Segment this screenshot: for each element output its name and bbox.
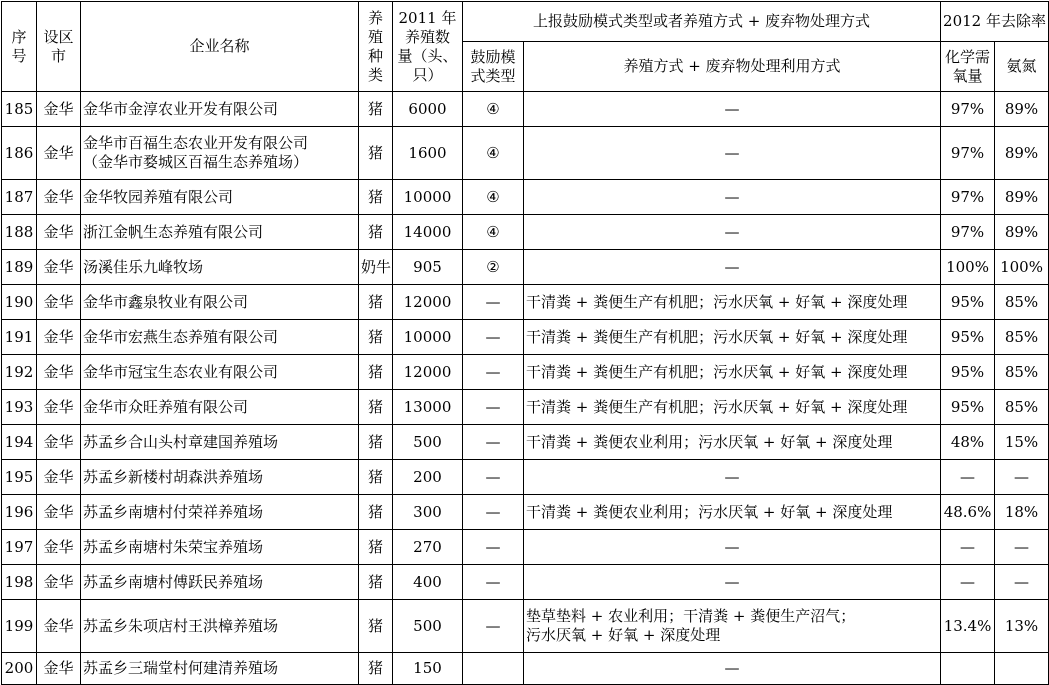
row-ammonia: 100% — [995, 250, 1049, 285]
row-cod: 97% — [941, 215, 995, 250]
row-count: 12000 — [393, 355, 463, 390]
row-cod — [941, 653, 995, 685]
row-mode: — — [463, 530, 524, 565]
row-method: 垫草垫料 + 农业利用；干清粪 + 粪便生产沼气； 污水厌氧 + 好氧 + 深度处理 — [524, 600, 941, 653]
row-species: 猪 — [359, 600, 393, 653]
row-method: — — [524, 250, 941, 285]
row-no: 194 — [2, 425, 37, 460]
row-method: 干清粪 + 粪便农业利用；污水厌氧 + 好氧 + 深度处理 — [524, 425, 941, 460]
row-no: 200 — [2, 653, 37, 685]
header-row-1 — [2, 2, 1049, 42]
row-species: 猪 — [359, 425, 393, 460]
row-no: 190 — [2, 285, 37, 320]
row-count: 905 — [393, 250, 463, 285]
row-ammonia: 89% — [995, 180, 1049, 215]
row-company: 苏孟乡新楼村胡森洪养殖场 — [81, 460, 359, 495]
row-method: — — [524, 530, 941, 565]
row-company: 苏孟乡朱项店村王洪樟养殖场 — [81, 600, 359, 653]
table-row — [2, 460, 1049, 495]
row-no: 193 — [2, 390, 37, 425]
row-method: — — [524, 92, 941, 127]
row-company: 苏孟乡合山头村章建国养殖场 — [81, 425, 359, 460]
row-cod: 97% — [941, 127, 995, 180]
header-cod: 化学需 氧量 — [941, 42, 995, 92]
row-company: 金华市金淳农业开发有限公司 — [81, 92, 359, 127]
row-no: 188 — [2, 215, 37, 250]
row-no: 197 — [2, 530, 37, 565]
row-ammonia: 85% — [995, 320, 1049, 355]
row-city: 金华 — [37, 390, 81, 425]
row-mode: ② — [463, 250, 524, 285]
row-no: 191 — [2, 320, 37, 355]
table-row — [2, 355, 1049, 390]
row-method: — — [524, 653, 941, 685]
row-cod: 97% — [941, 180, 995, 215]
row-company: 苏孟乡南塘村付荣祥养殖场 — [81, 495, 359, 530]
row-company: 金华牧园养殖有限公司 — [81, 180, 359, 215]
row-no: 198 — [2, 565, 37, 600]
row-method: — — [524, 180, 941, 215]
row-city: 金华 — [37, 460, 81, 495]
row-mode: — — [463, 565, 524, 600]
table-row — [2, 250, 1049, 285]
row-ammonia: — — [995, 460, 1049, 495]
row-city: 金华 — [37, 92, 81, 127]
row-city: 金华 — [37, 355, 81, 390]
row-species: 猪 — [359, 530, 393, 565]
livestock-table — [1, 1, 1049, 685]
row-species: 猪 — [359, 215, 393, 250]
row-method: — — [524, 565, 941, 600]
table-row — [2, 215, 1049, 250]
row-ammonia: 13% — [995, 600, 1049, 653]
row-cod: — — [941, 460, 995, 495]
row-no: 196 — [2, 495, 37, 530]
row-company: 金华市鑫泉牧业有限公司 — [81, 285, 359, 320]
table-row — [2, 530, 1049, 565]
header-mode-type: 鼓励模 式类型 — [463, 42, 524, 92]
row-mode: — — [463, 600, 524, 653]
header-method: 养殖方式 + 废弃物处理利用方式 — [524, 42, 941, 92]
row-ammonia: 89% — [995, 92, 1049, 127]
row-mode: — — [463, 355, 524, 390]
row-count: 500 — [393, 600, 463, 653]
header-removal-2012: 2012 年去除率 — [941, 2, 1049, 42]
row-no: 187 — [2, 180, 37, 215]
row-count: 500 — [393, 425, 463, 460]
row-cod: 95% — [941, 320, 995, 355]
row-count: 14000 — [393, 215, 463, 250]
table-row — [2, 600, 1049, 653]
row-city: 金华 — [37, 495, 81, 530]
row-cod: 95% — [941, 285, 995, 320]
row-count: 1600 — [393, 127, 463, 180]
row-species: 猪 — [359, 285, 393, 320]
row-city: 金华 — [37, 653, 81, 685]
row-mode — [463, 653, 524, 685]
row-mode: — — [463, 390, 524, 425]
row-cod: 95% — [941, 355, 995, 390]
row-no: 189 — [2, 250, 37, 285]
row-ammonia: 85% — [995, 355, 1049, 390]
row-method: 干清粪 + 粪便农业利用；污水厌氧 + 好氧 + 深度处理 — [524, 495, 941, 530]
table-row — [2, 320, 1049, 355]
row-mode: — — [463, 460, 524, 495]
table-row — [2, 565, 1049, 600]
row-ammonia: 85% — [995, 390, 1049, 425]
row-count: 300 — [393, 495, 463, 530]
row-no: 186 — [2, 127, 37, 180]
row-species: 猪 — [359, 495, 393, 530]
header-report-group: 上报鼓励模式类型或者养殖方式 + 废弃物处理方式 — [463, 2, 941, 42]
row-species: 猪 — [359, 653, 393, 685]
row-count: 200 — [393, 460, 463, 495]
row-city: 金华 — [37, 600, 81, 653]
row-cod: 100% — [941, 250, 995, 285]
row-count: 150 — [393, 653, 463, 685]
row-mode: ④ — [463, 127, 524, 180]
header-company: 企业名称 — [81, 2, 359, 92]
row-mode: ④ — [463, 92, 524, 127]
row-cod: 48% — [941, 425, 995, 460]
row-count: 6000 — [393, 92, 463, 127]
row-species: 猪 — [359, 565, 393, 600]
row-count: 10000 — [393, 320, 463, 355]
row-species: 猪 — [359, 320, 393, 355]
row-city: 金华 — [37, 127, 81, 180]
header-count-2011: 2011 年 养殖数 量（头、 只） — [393, 2, 463, 92]
row-company: 金华市百福生态农业开发有限公司 （金华市婺城区百福生态养殖场） — [81, 127, 359, 180]
row-count: 12000 — [393, 285, 463, 320]
table-row — [2, 495, 1049, 530]
row-method: — — [524, 127, 941, 180]
row-company: 苏孟乡三瑞堂村何建清养殖场 — [81, 653, 359, 685]
row-method: — — [524, 460, 941, 495]
table-row — [2, 180, 1049, 215]
row-method: — — [524, 215, 941, 250]
row-ammonia: 85% — [995, 285, 1049, 320]
row-count: 10000 — [393, 180, 463, 215]
row-ammonia: — — [995, 565, 1049, 600]
row-cod: 48.6% — [941, 495, 995, 530]
row-city: 金华 — [37, 180, 81, 215]
row-method: 干清粪 + 粪便生产有机肥；污水厌氧 + 好氧 + 深度处理 — [524, 320, 941, 355]
table-row — [2, 92, 1049, 127]
row-no: 199 — [2, 600, 37, 653]
header-species: 养 殖 种 类 — [359, 2, 393, 92]
row-species: 猪 — [359, 127, 393, 180]
row-method: 干清粪 + 粪便生产有机肥；污水厌氧 + 好氧 + 深度处理 — [524, 285, 941, 320]
row-no: 185 — [2, 92, 37, 127]
row-cod: — — [941, 530, 995, 565]
row-company: 汤溪佳乐九峰牧场 — [81, 250, 359, 285]
row-city: 金华 — [37, 425, 81, 460]
row-mode: — — [463, 320, 524, 355]
row-species: 猪 — [359, 460, 393, 495]
row-species: 猪 — [359, 390, 393, 425]
header-ammonia: 氨氮 — [995, 42, 1049, 92]
row-ammonia: — — [995, 530, 1049, 565]
row-ammonia — [995, 653, 1049, 685]
header-no: 序 号 — [2, 2, 37, 92]
row-count: 400 — [393, 565, 463, 600]
row-cod: — — [941, 565, 995, 600]
row-species: 猪 — [359, 355, 393, 390]
row-city: 金华 — [37, 320, 81, 355]
row-company: 苏孟乡南塘村傅跃民养殖场 — [81, 565, 359, 600]
row-species: 奶牛 — [359, 250, 393, 285]
row-city: 金华 — [37, 285, 81, 320]
table-row — [2, 390, 1049, 425]
table-row — [2, 425, 1049, 460]
row-company: 金华市宏燕生态养殖有限公司 — [81, 320, 359, 355]
row-mode: — — [463, 425, 524, 460]
row-mode: ④ — [463, 215, 524, 250]
row-company: 金华市众旺养殖有限公司 — [81, 390, 359, 425]
row-species: 猪 — [359, 180, 393, 215]
row-mode: — — [463, 495, 524, 530]
row-species: 猪 — [359, 92, 393, 127]
header-city: 设区 市 — [37, 2, 81, 92]
row-ammonia: 89% — [995, 215, 1049, 250]
row-mode: — — [463, 285, 524, 320]
row-method: 干清粪 + 粪便生产有机肥；污水厌氧 + 好氧 + 深度处理 — [524, 355, 941, 390]
row-city: 金华 — [37, 215, 81, 250]
row-mode: ④ — [463, 180, 524, 215]
table-row — [2, 285, 1049, 320]
row-cod: 95% — [941, 390, 995, 425]
row-count: 13000 — [393, 390, 463, 425]
row-no: 192 — [2, 355, 37, 390]
row-city: 金华 — [37, 565, 81, 600]
row-ammonia: 18% — [995, 495, 1049, 530]
row-no: 195 — [2, 460, 37, 495]
row-ammonia: 89% — [995, 127, 1049, 180]
row-ammonia: 15% — [995, 425, 1049, 460]
row-city: 金华 — [37, 530, 81, 565]
table-row — [2, 127, 1049, 180]
table-row — [2, 653, 1049, 685]
row-cod: 13.4% — [941, 600, 995, 653]
row-city: 金华 — [37, 250, 81, 285]
row-company: 金华市冠宝生态农业有限公司 — [81, 355, 359, 390]
row-company: 浙江金帆生态养殖有限公司 — [81, 215, 359, 250]
row-count: 270 — [393, 530, 463, 565]
row-company: 苏孟乡南塘村朱荣宝养殖场 — [81, 530, 359, 565]
row-method: 干清粪 + 粪便生产有机肥；污水厌氧 + 好氧 + 深度处理 — [524, 390, 941, 425]
row-cod: 97% — [941, 92, 995, 127]
